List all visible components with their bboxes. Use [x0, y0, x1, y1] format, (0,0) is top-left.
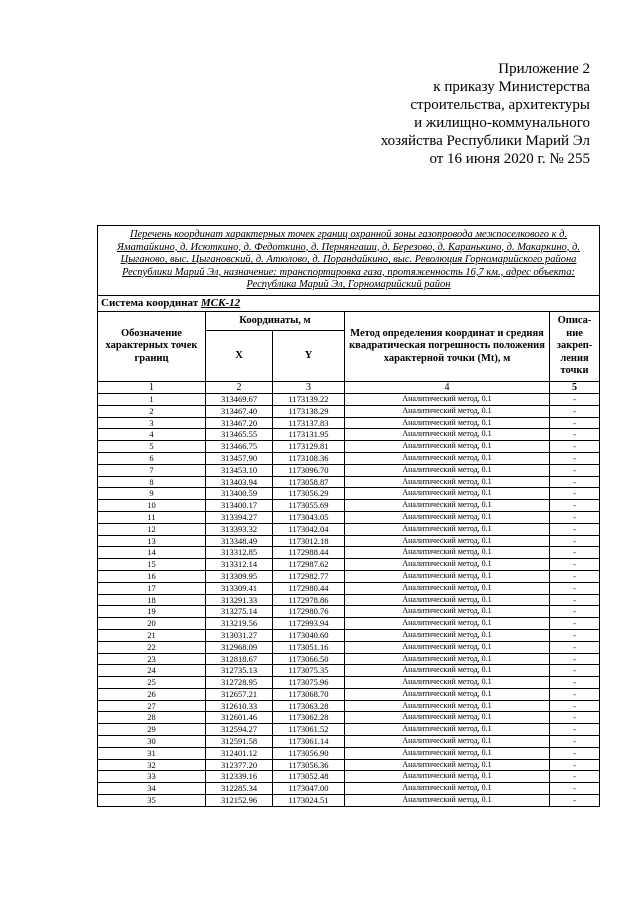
column-number: 5: [550, 381, 600, 393]
table-row: [98, 535, 600, 547]
x-coordinate: 313393.32: [206, 523, 273, 535]
appendix-line: к приказу Министерства: [433, 79, 590, 95]
point-number: 5: [98, 441, 206, 453]
point-number: 30: [98, 736, 206, 748]
x-coordinate: 313309.41: [206, 582, 273, 594]
x-coordinate: 313467.40: [206, 405, 273, 417]
point-number: 6: [98, 452, 206, 464]
point-number: 9: [98, 488, 206, 500]
y-coordinate: 1173047.00: [273, 783, 345, 795]
description: -: [550, 700, 600, 712]
x-coordinate: 312657.21: [206, 688, 273, 700]
method: Аналитический метод, 0.1: [345, 594, 550, 606]
description: -: [550, 582, 600, 594]
description: -: [550, 464, 600, 476]
method: Аналитический метод, 0.1: [345, 665, 550, 677]
table-row: [98, 712, 600, 724]
description: -: [550, 488, 600, 500]
column-number: 3: [273, 381, 345, 393]
x-coordinate: 313219.56: [206, 618, 273, 630]
description: -: [550, 629, 600, 641]
point-number: 24: [98, 665, 206, 677]
y-coordinate: 1172980.76: [273, 606, 345, 618]
x-coordinate: 313275.14: [206, 606, 273, 618]
description: -: [550, 417, 600, 429]
header-y: Y: [273, 330, 345, 381]
column-number: 4: [345, 381, 550, 393]
method: Аналитический метод, 0.1: [345, 523, 550, 535]
y-coordinate: 1173056.90: [273, 747, 345, 759]
point-number: 27: [98, 700, 206, 712]
description: -: [550, 606, 600, 618]
x-coordinate: 313031.27: [206, 629, 273, 641]
description: -: [550, 653, 600, 665]
y-coordinate: 1173012.18: [273, 535, 345, 547]
point-number: 16: [98, 570, 206, 582]
point-number: 1: [98, 393, 206, 405]
method: Аналитический метод, 0.1: [345, 452, 550, 464]
x-coordinate: 312968.09: [206, 641, 273, 653]
x-coordinate: 312610.33: [206, 700, 273, 712]
point-number: 34: [98, 783, 206, 795]
y-coordinate: 1173043.05: [273, 511, 345, 523]
point-number: 2: [98, 405, 206, 417]
point-number: 32: [98, 759, 206, 771]
table-row: [98, 476, 600, 488]
point-number: 29: [98, 724, 206, 736]
point-number: 10: [98, 500, 206, 512]
description: -: [550, 771, 600, 783]
description: -: [550, 405, 600, 417]
appendix-line: Приложение 2: [498, 61, 590, 77]
coordinate-system-row: [98, 295, 600, 311]
y-coordinate: 1172978.86: [273, 594, 345, 606]
table-row: [98, 771, 600, 783]
x-coordinate: 312377.20: [206, 759, 273, 771]
description: -: [550, 429, 600, 441]
x-coordinate: 313469.67: [206, 393, 273, 405]
description: -: [550, 795, 600, 807]
x-coordinate: 312594.27: [206, 724, 273, 736]
x-coordinate: 312601.46: [206, 712, 273, 724]
table-row: [98, 594, 600, 606]
description: -: [550, 559, 600, 571]
table-row: [98, 417, 600, 429]
table-row: [98, 653, 600, 665]
description: -: [550, 677, 600, 689]
point-number: 15: [98, 559, 206, 571]
table-row: [98, 641, 600, 653]
method: Аналитический метод, 0.1: [345, 795, 550, 807]
x-coordinate: 312735.13: [206, 665, 273, 677]
description: -: [550, 736, 600, 748]
description: -: [550, 712, 600, 724]
y-coordinate: 1173129.81: [273, 441, 345, 453]
x-coordinate: 313394.27: [206, 511, 273, 523]
method: Аналитический метод, 0.1: [345, 700, 550, 712]
method: Аналитический метод, 0.1: [345, 511, 550, 523]
method: Аналитический метод, 0.1: [345, 736, 550, 748]
x-coordinate: 313400.59: [206, 488, 273, 500]
table-row: [98, 488, 600, 500]
point-number: 14: [98, 547, 206, 559]
table-row: [98, 747, 600, 759]
table-row: [98, 736, 600, 748]
appendix-line: от 16 июня 2020 г. № 255: [429, 151, 590, 167]
table-row: [98, 582, 600, 594]
method: Аналитический метод, 0.1: [345, 641, 550, 653]
point-number: 22: [98, 641, 206, 653]
coordinate-system-name: МСК-12: [200, 297, 241, 310]
description: -: [550, 535, 600, 547]
header-description: Описа-ние закреп-ления точки: [550, 311, 600, 381]
table-row: [98, 724, 600, 736]
description: -: [550, 511, 600, 523]
description: -: [550, 570, 600, 582]
point-number: 19: [98, 606, 206, 618]
point-number: 7: [98, 464, 206, 476]
x-coordinate: 313312.14: [206, 559, 273, 571]
y-coordinate: 1172993.94: [273, 618, 345, 630]
method: Аналитический метод, 0.1: [345, 747, 550, 759]
y-coordinate: 1172982.77: [273, 570, 345, 582]
description: -: [550, 747, 600, 759]
description: -: [550, 759, 600, 771]
table-row: [98, 688, 600, 700]
coordinates-table: [97, 225, 600, 807]
description: -: [550, 594, 600, 606]
header-coords: Координаты, м: [206, 311, 345, 330]
method: Аналитический метод, 0.1: [345, 618, 550, 630]
description: -: [550, 783, 600, 795]
x-coordinate: 312152.96: [206, 795, 273, 807]
method: Аналитический метод, 0.1: [345, 547, 550, 559]
method: Аналитический метод, 0.1: [345, 688, 550, 700]
y-coordinate: 1173056.36: [273, 759, 345, 771]
coordinates-document: [97, 225, 599, 807]
description: -: [550, 393, 600, 405]
method: Аналитический метод, 0.1: [345, 724, 550, 736]
column-number: 2: [206, 381, 273, 393]
description: -: [550, 500, 600, 512]
point-number: 8: [98, 476, 206, 488]
table-row: [98, 429, 600, 441]
table-row: [98, 547, 600, 559]
method: Аналитический метод, 0.1: [345, 606, 550, 618]
x-coordinate: 313403.94: [206, 476, 273, 488]
point-number: 21: [98, 629, 206, 641]
table-row: [98, 452, 600, 464]
table-row: [98, 500, 600, 512]
x-coordinate: 313400.17: [206, 500, 273, 512]
point-number: 12: [98, 523, 206, 535]
x-coordinate: 312818.67: [206, 653, 273, 665]
method: Аналитический метод, 0.1: [345, 677, 550, 689]
x-coordinate: 313348.49: [206, 535, 273, 547]
method: Аналитический метод, 0.1: [345, 629, 550, 641]
point-number: 18: [98, 594, 206, 606]
description: -: [550, 688, 600, 700]
x-coordinate: 312728.95: [206, 677, 273, 689]
coordinate-system-label: Система координат: [101, 297, 199, 310]
description: -: [550, 618, 600, 630]
y-coordinate: 1173058.87: [273, 476, 345, 488]
y-coordinate: 1173063.28: [273, 700, 345, 712]
point-number: 13: [98, 535, 206, 547]
description: -: [550, 441, 600, 453]
table-row: [98, 759, 600, 771]
appendix-line: строительства, архитектуры: [410, 97, 590, 113]
header-method: Метод определения координат и средняя квадратическая погрешность положения характерной точки (Mt), м: [345, 311, 550, 381]
point-number: 25: [98, 677, 206, 689]
appendix-line: и жилищно-коммунального: [414, 115, 590, 131]
y-coordinate: 1173051.16: [273, 641, 345, 653]
y-coordinate: 1173075.35: [273, 665, 345, 677]
table-row: [98, 511, 600, 523]
table-row: [98, 606, 600, 618]
y-coordinate: 1172980.44: [273, 582, 345, 594]
table-row: [98, 393, 600, 405]
method: Аналитический метод, 0.1: [345, 570, 550, 582]
x-coordinate: 313467.20: [206, 417, 273, 429]
method: Аналитический метод, 0.1: [345, 712, 550, 724]
method: Аналитический метод, 0.1: [345, 535, 550, 547]
table-row: [98, 795, 600, 807]
point-number: 33: [98, 771, 206, 783]
description: -: [550, 547, 600, 559]
description: -: [550, 665, 600, 677]
appendix-heading: [330, 60, 590, 168]
y-coordinate: 1173055.69: [273, 500, 345, 512]
y-coordinate: 1173061.52: [273, 724, 345, 736]
header-x: X: [206, 330, 273, 381]
table-row: [98, 629, 600, 641]
table-row: [98, 665, 600, 677]
x-coordinate: 313291.33: [206, 594, 273, 606]
y-coordinate: 1173024.51: [273, 795, 345, 807]
x-coordinate: 312339.16: [206, 771, 273, 783]
point-number: 20: [98, 618, 206, 630]
method: Аналитический метод, 0.1: [345, 441, 550, 453]
point-number: 31: [98, 747, 206, 759]
y-coordinate: 1173042.04: [273, 523, 345, 535]
description: -: [550, 523, 600, 535]
y-coordinate: 1173068.70: [273, 688, 345, 700]
method: Аналитический метод, 0.1: [345, 488, 550, 500]
appendix-line: хозяйства Республики Марий Эл: [380, 133, 590, 149]
method: Аналитический метод, 0.1: [345, 771, 550, 783]
point-number: 28: [98, 712, 206, 724]
x-coordinate: 313309.95: [206, 570, 273, 582]
table-row: [98, 405, 600, 417]
y-coordinate: 1173138.29: [273, 405, 345, 417]
method: Аналитический метод, 0.1: [345, 417, 550, 429]
table-row: [98, 464, 600, 476]
y-coordinate: 1173061.14: [273, 736, 345, 748]
method: Аналитический метод, 0.1: [345, 500, 550, 512]
x-coordinate: 313466.75: [206, 441, 273, 453]
method: Аналитический метод, 0.1: [345, 429, 550, 441]
point-number: 4: [98, 429, 206, 441]
y-coordinate: 1173139.22: [273, 393, 345, 405]
y-coordinate: 1173131.95: [273, 429, 345, 441]
table-row: [98, 618, 600, 630]
y-coordinate: 1173056.29: [273, 488, 345, 500]
method: Аналитический метод, 0.1: [345, 393, 550, 405]
method: Аналитический метод, 0.1: [345, 405, 550, 417]
y-coordinate: 1173066.50: [273, 653, 345, 665]
header-points: Обозначение характерных точек границ: [98, 311, 206, 381]
method: Аналитический метод, 0.1: [345, 582, 550, 594]
x-coordinate: 312591.58: [206, 736, 273, 748]
x-coordinate: 313312.85: [206, 547, 273, 559]
method: Аналитический метод, 0.1: [345, 653, 550, 665]
y-coordinate: 1173052.48: [273, 771, 345, 783]
method: Аналитический метод, 0.1: [345, 476, 550, 488]
method: Аналитический метод, 0.1: [345, 783, 550, 795]
table-row: [98, 523, 600, 535]
table-row: [98, 677, 600, 689]
point-number: 17: [98, 582, 206, 594]
point-number: 3: [98, 417, 206, 429]
x-coordinate: 313465.55: [206, 429, 273, 441]
y-coordinate: 1173040.60: [273, 629, 345, 641]
y-coordinate: 1173062.28: [273, 712, 345, 724]
table-row: [98, 700, 600, 712]
y-coordinate: 1172988.44: [273, 547, 345, 559]
method: Аналитический метод, 0.1: [345, 759, 550, 771]
table-row: [98, 559, 600, 571]
x-coordinate: 312285.34: [206, 783, 273, 795]
description: -: [550, 641, 600, 653]
point-number: 23: [98, 653, 206, 665]
column-number: 1: [98, 381, 206, 393]
description: -: [550, 476, 600, 488]
table-row: [98, 570, 600, 582]
description: -: [550, 724, 600, 736]
x-coordinate: 313453.10: [206, 464, 273, 476]
table-caption: Перечень координат характерных точек границ охранной зоны газопровода межпоселкового к д. Яматайкино, д. Исюткино, д. Федоткино, д. Пернянгаши, д. Березово, д. Каранькино, д. Макаркино, д. Цыганово, выс. Цыгановский, д. Атюлово, д. Порандайкино, выс. Революция Горномарийского района Республики Марий Эл, назначение: транспортировка газа, протяженность 16,7 км., адрес объекта: Республика Марий Эл, Горномарийский район: [98, 226, 600, 296]
y-coordinate: 1172987.62: [273, 559, 345, 571]
point-number: 26: [98, 688, 206, 700]
y-coordinate: 1173075.96: [273, 677, 345, 689]
table-row: [98, 783, 600, 795]
y-coordinate: 1173108.36: [273, 452, 345, 464]
point-number: 11: [98, 511, 206, 523]
x-coordinate: 312401.12: [206, 747, 273, 759]
x-coordinate: 313457.90: [206, 452, 273, 464]
description: -: [550, 452, 600, 464]
y-coordinate: 1173137.83: [273, 417, 345, 429]
table-row: [98, 441, 600, 453]
point-number: 35: [98, 795, 206, 807]
y-coordinate: 1173096.70: [273, 464, 345, 476]
method: Аналитический метод, 0.1: [345, 464, 550, 476]
method: Аналитический метод, 0.1: [345, 559, 550, 571]
column-number-row: [98, 381, 600, 393]
